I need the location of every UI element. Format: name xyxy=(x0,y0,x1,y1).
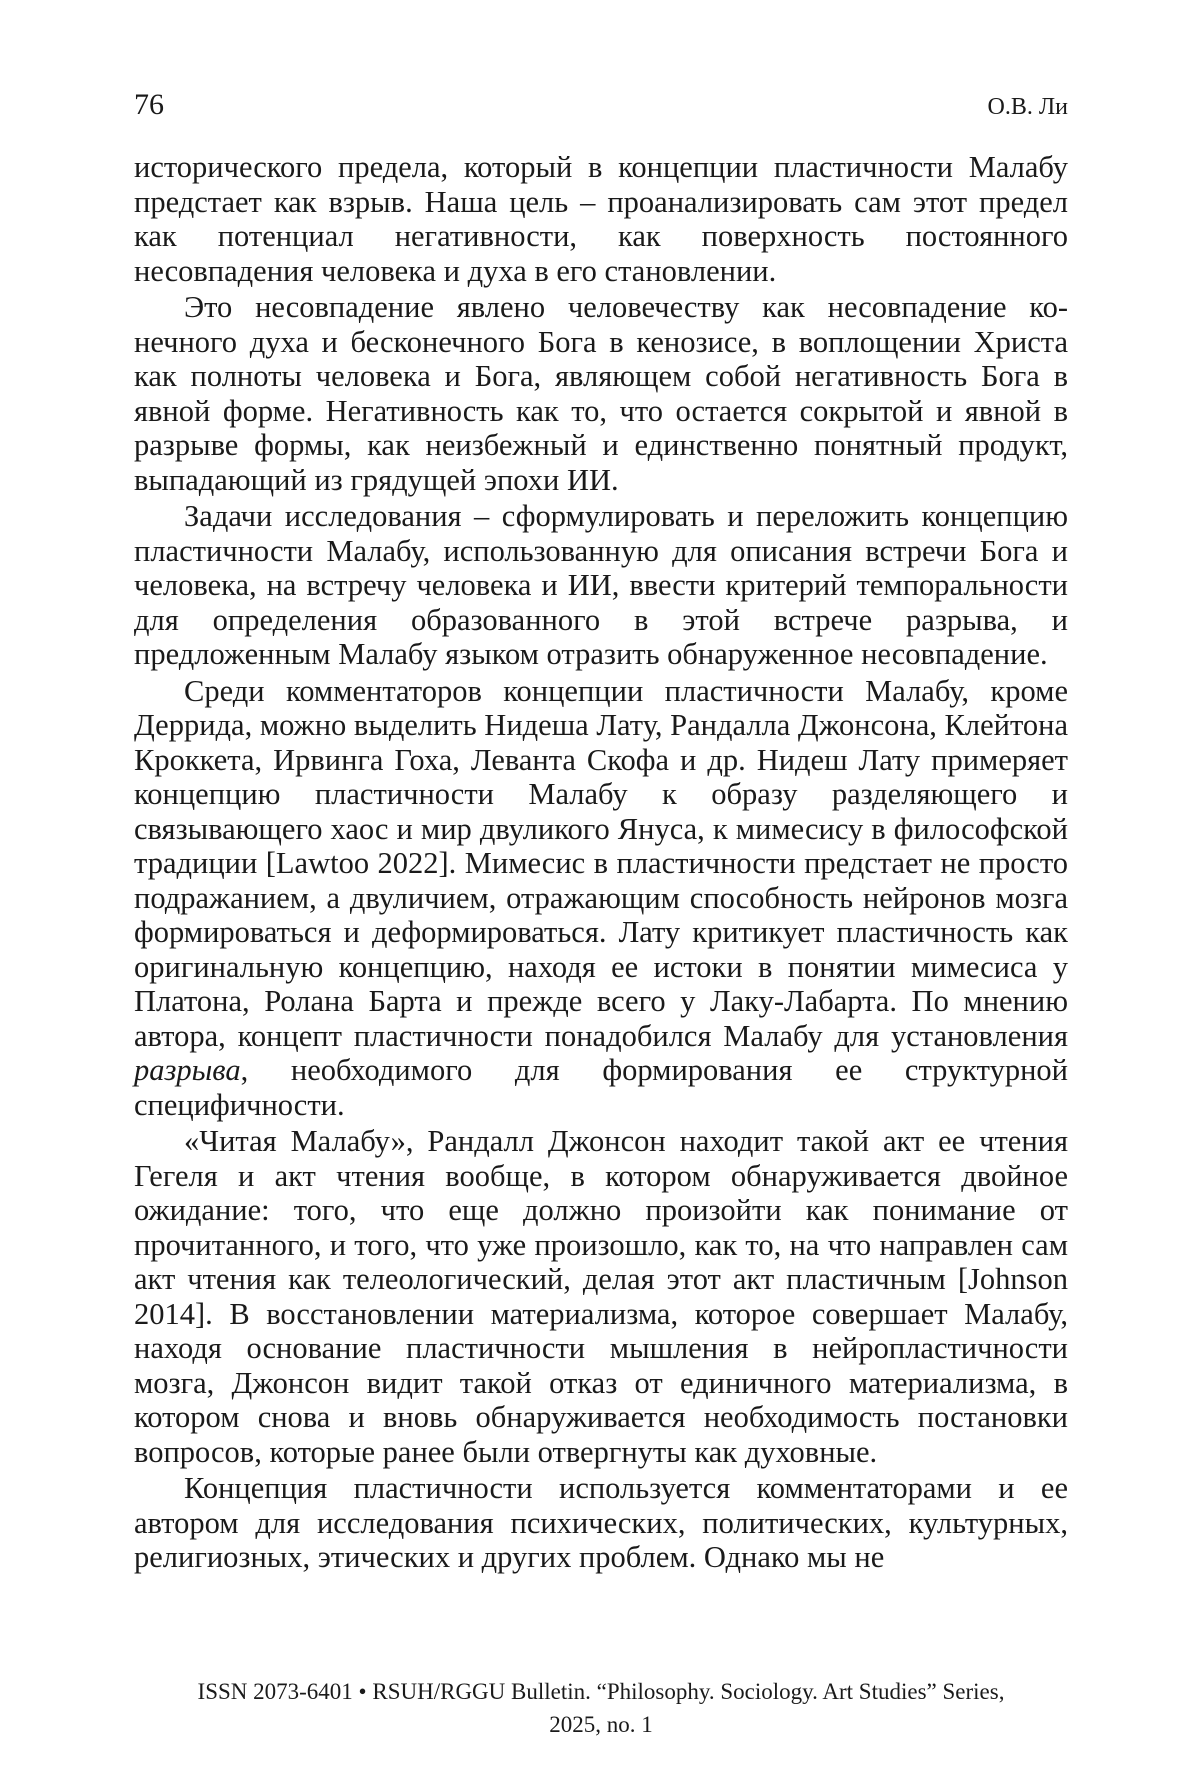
italic-term-razryva: разрыва xyxy=(134,1053,241,1087)
paragraph-4 xyxy=(134,674,1068,1123)
paragraph-4-text-end: , необходимого для формирования ее структурной специфичности. xyxy=(134,1053,1068,1122)
paragraph-4-text-start: Среди комментаторов концепции пластичности Малабу, кро­ме Деррида, можно выделить Нидеша Лату, Рандалла Джонсона, Клейтона Кроккета, Ирвинга Гоха, Леванта Скофа и др. Нидеш Лату примеряет концепцию пластичности Малабу к образу разде­ляющего и связывающего хаос и мир двуликого Януса, к мимесису в философской традиции [Lawtoo 2022]. Мимесис в пластичности предстает не просто подражанием, а двуличием, отражающим способность нейронов мозга формироваться и деформироваться. Лату критикует пластичность как оригинальную концепцию, нахо­дя ее истоки в понятии мимесиса у Платона, Ролана Барта и преж­де всего у Лаку-Лабарта. По мнению автора, концепт пластичности понадобился Малабу для установления xyxy=(134,674,1068,1053)
paragraph-5: «Читая Малабу», Рандалл Джонсон находит такой акт ее чте­ния Гегеля и акт чтения вообще, в котором обнаруживается двой­ное ожидание: того, что еще должно произойти как понимание от прочитанного, и того, что уже произошло, как то, на что направлен сам акт чтения как телеологический, делая этот акт пластичным [Johnson 2014]. В восстановлении материализма, которое совер­шает Малабу, находя основание пластичности мышления в ней­ропластичности мозга, Джонсон видит такой отказ от единичного материализма, в котором снова и вновь обнаруживается необходи­мость постановки вопросов, которые ранее были отвергнуты как духовные. xyxy=(134,1124,1068,1469)
footer-line-1: ISSN 2073-6401 • RSUH/RGGU Bulletin. “Philosophy. Sociology. Art Studies” Series, xyxy=(134,1675,1068,1708)
paragraph-6: Концепция пластичности используется комментаторами и ее автором для исследования психических, политических, культур­ных, религиозных, этических и других проблем. Однако мы не xyxy=(134,1471,1068,1575)
journal-footer xyxy=(134,1675,1068,1741)
running-head xyxy=(134,88,1068,128)
journal-page xyxy=(0,0,1200,1780)
paragraph-3: Задачи исследования – сформулировать и переложить кон­цепцию пластичности Малабу, использованную для описания встречи Бога и человека, на встречу человека и ИИ, ввести кри­терий темпоральности для определения образованного в этой встрече разрыва, и предложенным Малабу языком отразить обна­руженное несовпадение. xyxy=(134,499,1068,672)
footer-line-2: 2025, no. 1 xyxy=(134,1708,1068,1741)
paragraph-1: исторического предела, который в концепции пластичности Мала­бу предстает как взрыв. Наша цель – проанализировать сам этот предел как потенциал негативности, как поверхность постоянного несовпадения человека и духа в его становлении. xyxy=(134,150,1068,288)
running-head-author: О.В. Ли xyxy=(988,94,1068,121)
page-number: 76 xyxy=(134,88,164,122)
article-body xyxy=(134,150,1068,1577)
paragraph-2: Это несовпадение явлено человечеству как несовпадение ко­нечного духа и бесконечного Бога в кенозисе, в воплощении Хри­ста как полноты человека и Бога, являющем собой негативность Бога в явной форме. Негативность как то, что остается сокрытой и явной в разрыве формы, как неизбежный и единственно понятный продукт, выпадающий из грядущей эпохи ИИ. xyxy=(134,290,1068,497)
